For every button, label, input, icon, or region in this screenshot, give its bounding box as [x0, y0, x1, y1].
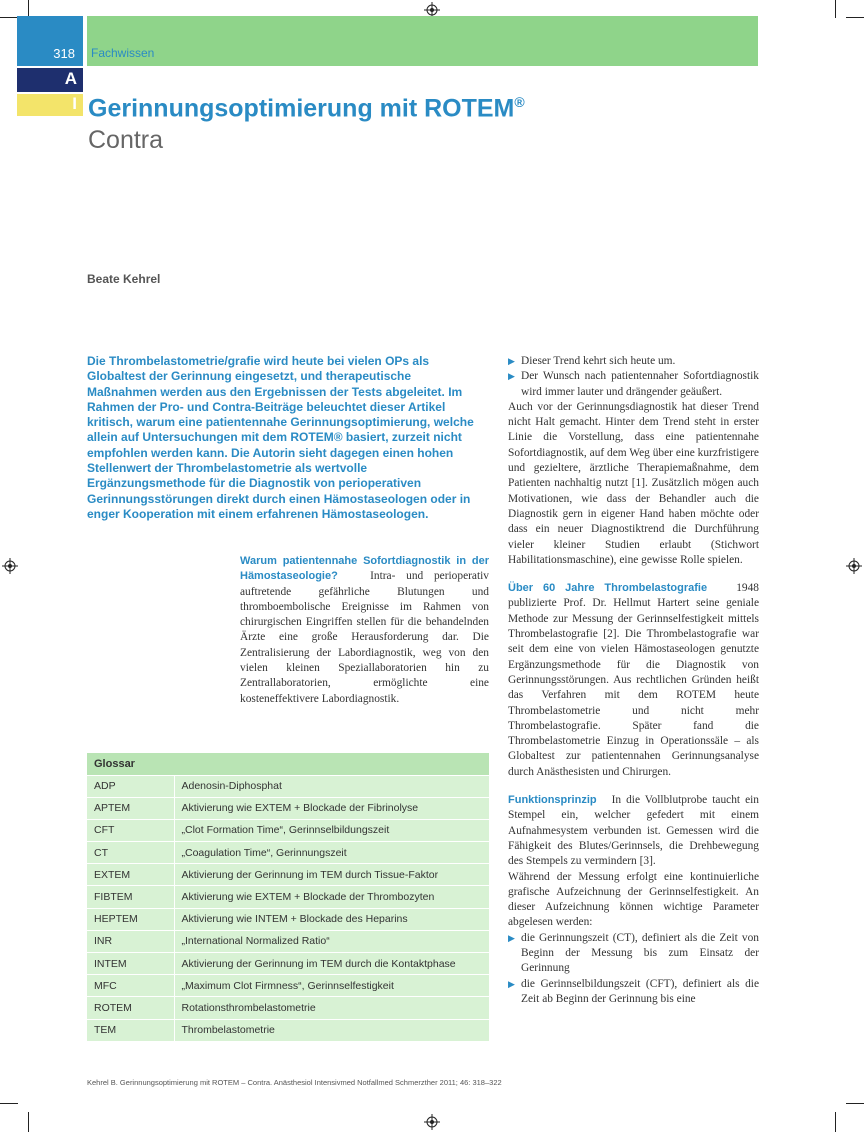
list-item: ▶ Der Wunsch nach patientennaher Sofortdiagnostik wird immer lauter und drängender geäußert. — [508, 369, 759, 400]
header-bar — [87, 16, 758, 66]
crop-mark — [835, 0, 836, 18]
crop-mark — [0, 17, 18, 18]
section-intro — [240, 554, 489, 707]
crop-mark — [846, 1103, 864, 1104]
table-row: APTEM Aktivierung wie EXTEM + Blockade der Fibrinolyse — [87, 797, 489, 819]
paragraph: Auch vor der Gerinnungsdiagnostik hat dieser Trend nicht Halt gemacht. Hinter dem Trend steht in erster Linie die Vorstellung, dass eine patientennahe Sofortdiagnostik, auf dem Weg über eine kurzfristigere und gezieltere, ärztliche Therapiemaßnahme, dem Patienten nachhaltig nutzt [1]. Zusätzlich mögen auch Motivationen, wie dass der Behandler auch die Diagnostik gern in eigener Hand haben möchte oder dass ein neuer Diagnostiktrend die Durchführung vieler kleiner Studien erlaubt (Stichwort Habilitationsmaschine), eine gewisse Rolle spielen. — [508, 400, 759, 566]
bullet-icon: ▶ — [508, 978, 515, 989]
marker-i: I — [17, 94, 83, 116]
table-row: CFT „Clot Formation Time“, Gerinnselbildungszeit — [87, 819, 489, 841]
paragraph: Über 60 Jahre Thrombelastografie 1948 publizierte Prof. Dr. Hellmut Hartert seine geniale Methode zur Messung der Gerinnselfestigkeit mittels Thrombelastografie [2]. Die Thrombelastografie war seit dem eine von vielen Hämostaseologen genutzte Ergänzungsmethode für die Diagnostik von Gerinnungsstörungen. Aus rechtlichen Gründen heißt das Verfahren mit dem ROTEM heute Thrombelastometrie und nicht mehr Thrombelastografie. Später fand die Thrombelastometrie Einzug in Operationssäle – als Globaltest zur patientennahen Gerinnungsanalyse durch Anästhesisten und Chirurgen. — [508, 582, 759, 778]
page-number: 318 — [17, 16, 83, 66]
registration-mark-icon — [424, 1114, 440, 1130]
section-heading: Funktionsprinzip — [508, 794, 597, 807]
paragraph: Funktionsprinzip In die Vollblutprobe taucht ein Stempel ein, welcher gefedert mit einem Aufnahmesystem verbunden ist. Gemessen wird die Fähigkeit des Blutes/Gerinnsels, die Drehbewegung des Stempels zu vermindern [3]. — [508, 794, 759, 868]
section-text: Intra- und perioperativ auftretende gefährliche Blutungen und thromboembolische Ereignisse im Rahmen von chirurgischen Eingriffen stellen für die behandelnden Ärzte eine große Herausforderung dar. Die Zentralisierung der Labordiagnostik, weg von den vielen kleinen Speziallaboratorien hin zu Zentrallaboratorien, ermöglichte eine kosteneffektivere Labordiagnostik. — [240, 570, 489, 705]
crop-mark — [846, 17, 864, 18]
glossar-title: Glossar — [87, 753, 489, 775]
table-row: HEPTEM Aktivierung wie INTEM + Blockade des Heparins — [87, 908, 489, 930]
table-row: FIBTEM Aktivierung wie EXTEM + Blockade der Thrombozyten — [87, 886, 489, 908]
article-title: Gerinnungsoptimierung mit ROTEM® — [88, 94, 525, 123]
section-heading: Warum patientennahe Sofortdiagnostik in der Hämostaseologie? — [240, 555, 489, 583]
article-subtitle: Contra — [88, 126, 164, 154]
crop-mark — [28, 1112, 29, 1132]
registration-mark-icon — [2, 558, 18, 574]
bullet-icon: ▶ — [508, 932, 515, 943]
citation-footer: Kehrel B. Gerinnungsoptimierung mit ROTEM – Contra. Anästhesiol Intensivmed Notfallmed Schmerzther 2011; 46: 318–322 — [87, 1078, 502, 1087]
table-row: MFC „Maximum Clot Firmness“, Gerinnselfestigkeit — [87, 975, 489, 997]
table-row: ROTEM Rotationsthrombelastometrie — [87, 997, 489, 1019]
registration-mark-icon — [846, 558, 862, 574]
bullet-icon: ▶ — [508, 356, 515, 366]
section-label: Fachwissen — [91, 46, 155, 60]
author: Beate Kehrel — [87, 272, 161, 286]
bullet-icon: ▶ — [508, 371, 515, 382]
list-item: ▶ die Gerinnungszeit (CT), definiert als die Zeit von Beginn der Messung bis zum Einsatz der Gerinnung — [508, 931, 759, 977]
glossar-table — [87, 753, 489, 1041]
list-item: ▶ die Gerinnselbildungszeit (CFT), definiert als die Zeit ab Beginn der Gerinnung bis eine — [508, 977, 759, 1008]
table-row: CT „Coagulation Time“, Gerinnungszeit — [87, 842, 489, 864]
paragraph: Während der Messung erfolgt eine kontinuierliche grafische Aufzeichnung der Gerinnselfestigkeit. An dieser Aufzeichnung können wichtige Parameter abgelesen werden: — [508, 870, 759, 929]
right-column — [508, 354, 759, 1007]
marker-a: A — [17, 68, 83, 92]
table-row: INTEM Aktivierung der Gerinnung im TEM durch die Kontaktphase — [87, 953, 489, 975]
list-item: ▶ Dieser Trend kehrt sich heute um. — [508, 354, 759, 369]
table-row: EXTEM Aktivierung der Gerinnung im TEM durch Tissue-Faktor — [87, 864, 489, 886]
crop-mark — [0, 1103, 18, 1104]
table-row: INR „International Normalized Ratio“ — [87, 930, 489, 952]
table-row: TEM Thrombelastometrie — [87, 1019, 489, 1041]
abstract: Die Thrombelastometrie/grafie wird heute bei vielen OPs als Globaltest der Gerinnung eingesetzt, und therapeutische Maßnahmen werden aus den Ergebnissen der Tests abgeleitet. Im Rahmen der Pro- und Contra-Beiträge beleuchtet dieser Artikel kritisch, warum eine patientennahe Gerinnungsoptimierung, welche allein auf Untersuchungen mit dem ROTEM® basiert, zurzeit nicht empfohlen werden kann. Die Autorin sieht dagegen einen hohen Stellenwert der Thrombelastometrie als wertvolle Ergänzungsmethode für die Diagnostik von perioperativen Gerinnungsstörungen direkt durch einen Hämostaseologen oder in enger Kooperation mit einem erfahrenen Hämostaseologen. — [87, 354, 474, 521]
section-heading: Über 60 Jahre Thrombelastografie — [508, 582, 708, 595]
crop-mark — [835, 1112, 836, 1132]
table-row: ADP Adenosin-Diphosphat — [87, 775, 489, 797]
